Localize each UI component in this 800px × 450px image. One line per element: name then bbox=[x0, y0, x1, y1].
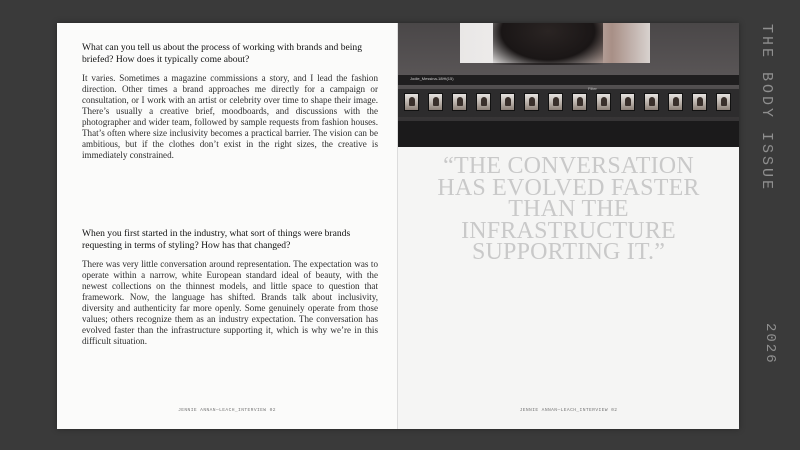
interview-block-1 bbox=[82, 42, 378, 160]
issue-year: 2026 bbox=[762, 323, 778, 365]
filmstrip-thumbnail bbox=[500, 93, 515, 111]
filmstrip-thumbnail bbox=[476, 93, 491, 111]
filmstrip-thumbnail bbox=[548, 93, 563, 111]
filmstrip-thumbnail bbox=[620, 93, 635, 111]
filmstrip-thumbnail bbox=[596, 93, 611, 111]
photo-filter-label: Filter bbox=[588, 86, 597, 91]
pull-quote: “THE CONVERSATION HAS EVOLVED FASTER THAN THE INFRASTRUCTURE SUPPORTING IT.” bbox=[437, 153, 700, 265]
photo-bottom-bar bbox=[398, 121, 739, 147]
right-page bbox=[398, 23, 739, 429]
left-page-footer: JENNIE ANNAN—LEACH_INTERVIEW 02 bbox=[178, 408, 276, 413]
photo-figure bbox=[493, 23, 603, 65]
interview-block-2 bbox=[82, 228, 378, 346]
filmstrip-thumbnail bbox=[644, 93, 659, 111]
interview-question-2: When you first started in the industry, what sort of things were brands requesting in terms of styling? How has that changed? bbox=[82, 228, 351, 251]
filmstrip-thumbnail bbox=[716, 93, 731, 111]
filmstrip-thumbnail bbox=[692, 93, 707, 111]
filmstrip-thumbnail bbox=[524, 93, 539, 111]
interview-answer-1: It varies. Sometimes a magazine commissions a story, and I lead the fashion direction. Other times a brand approaches me directly for a campaign or consultation, or I work with an artist or celebrity over time to shape their image. There’s usually a creative brief, moodboards, and discussions with the photographer and wider team, followed by sample requests from fashion houses. That’s often where size inclusivity becomes a practical barrier. The vision can be ambitious, but if the clothes don’t exist in the right sizes, the creative is immediately constrained. bbox=[82, 73, 378, 160]
right-page-footer: JENNIE ANNAN—LEACH_INTERVIEW 02 bbox=[519, 408, 618, 413]
magazine-spread bbox=[57, 23, 739, 429]
interview-question-1: What can you tell us about the process of working with brands and being briefed? How does it typically come about? bbox=[82, 42, 363, 65]
issue-title: THE BODY ISSUE bbox=[758, 24, 775, 193]
photo-toolbar-text: Jodie_Messina-18Ht(15) bbox=[410, 76, 454, 81]
interview-answer-2: There was very little conversation around representation. The expectation was to operate within a narrow, white European standard ideal of beauty, with the newest collections on the thinnest models, and little space to question that framework. Now, the language has shifted. Brands talk about inclusivity, diversity and authenticity far more openly. Some genuinely operate from those values; others recognize them as an industry expectation. The conversation has evolved faster than the infrastructure supporting it, which is why we’re in this difficult situation. bbox=[82, 259, 378, 346]
photo-filmstrip bbox=[398, 89, 739, 117]
filmstrip-thumbnail bbox=[668, 93, 683, 111]
filmstrip-thumbnail bbox=[452, 93, 467, 111]
filmstrip-thumbnail bbox=[572, 93, 587, 111]
filmstrip-thumbnail bbox=[404, 93, 419, 111]
editorial-photo bbox=[398, 23, 739, 147]
filmstrip-thumbnail bbox=[428, 93, 443, 111]
left-page bbox=[57, 23, 398, 429]
